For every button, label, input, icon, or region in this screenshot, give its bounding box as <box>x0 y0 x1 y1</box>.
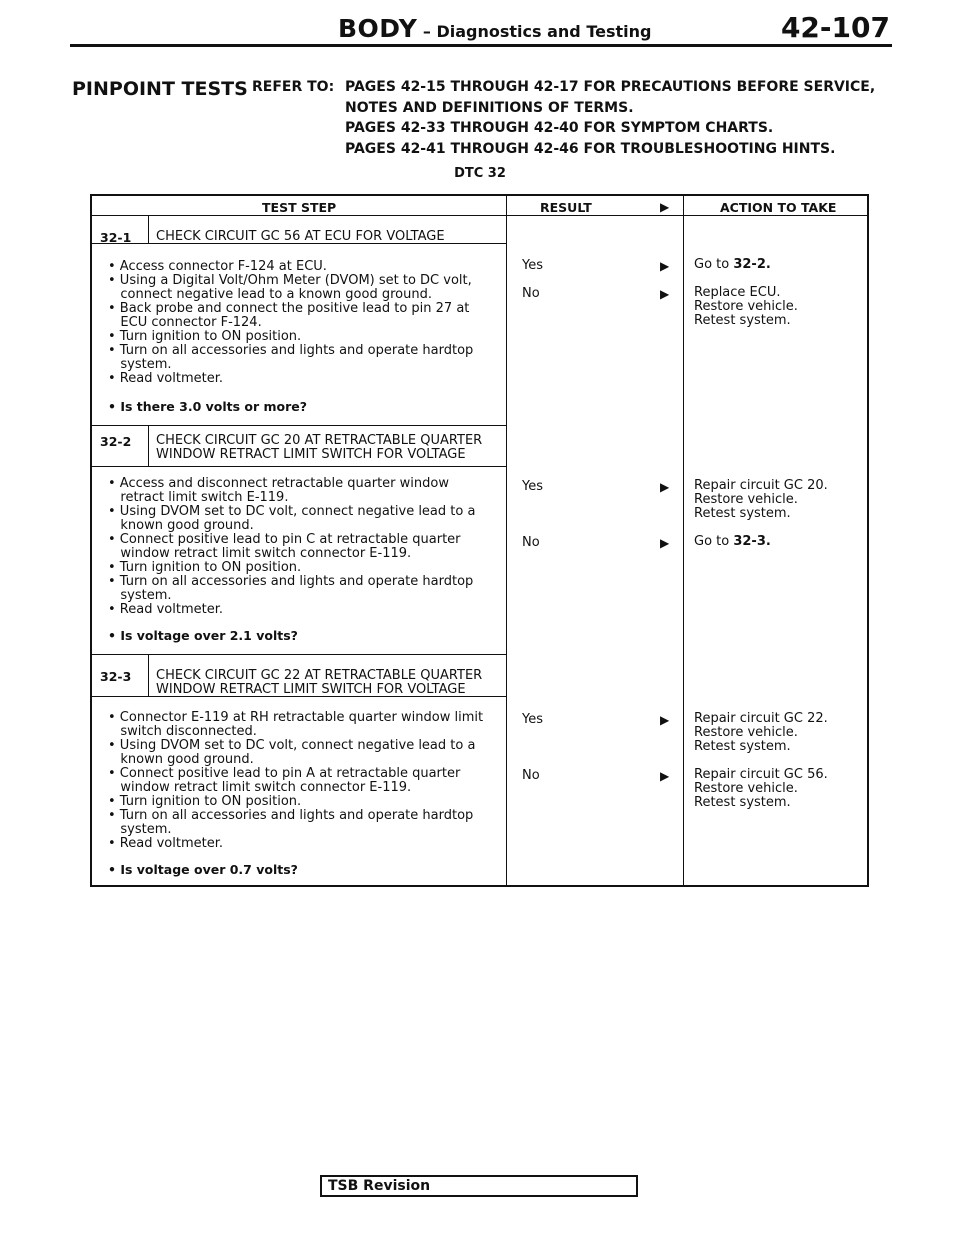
column-divider <box>683 196 684 885</box>
step-instructions: • Access connector F-124 at ECU. • Using a Digital Volt/Ohm Meter (DVOM) set to DC volt, connect negative lead to a known good ground. • Back probe and connect the positive lead to pin 27 at ECU connector F-124. • Turn ignition to ON position. • Turn on all accessories and lights and operate hardtop system. • Read voltmeter. <box>108 259 474 386</box>
reference-line: PAGES 42-41 THROUGH 42-46 FOR TROUBLESHOOTING HINTS. <box>345 140 836 157</box>
action-text: Replace ECU. Restore vehicle. Retest system. <box>694 285 798 328</box>
play-arrow-icon: ▶ <box>660 769 670 783</box>
step-divider <box>92 654 506 655</box>
step-number-divider <box>148 654 149 696</box>
step-number: 32-2 <box>100 434 132 449</box>
result-no: No <box>522 768 540 783</box>
result-yes: Yes <box>522 712 543 727</box>
play-arrow-icon: ▶ <box>660 713 670 727</box>
action-text: Repair circuit GC 22. Restore vehicle. Retest system. <box>694 711 828 754</box>
step-number: 32-3 <box>100 669 132 684</box>
step-title: CHECK CIRCUIT GC 56 AT ECU FOR VOLTAGE <box>156 229 445 244</box>
action-text: Go to 32-2. <box>694 257 771 272</box>
step-number-divider <box>148 216 149 243</box>
page-title <box>338 14 651 43</box>
dtc-label: DTC 32 <box>454 166 506 181</box>
action-text: Repair circuit GC 56. Restore vehicle. Retest system. <box>694 767 828 810</box>
page-number: 42-107 <box>780 11 890 44</box>
result-no: No <box>522 286 540 301</box>
page-header <box>70 8 890 44</box>
step-title: CHECK CIRCUIT GC 22 AT RETRACTABLE QUARTER WINDOW RETRACT LIMIT SWITCH FOR VOLTAGE <box>156 668 483 697</box>
step-question: • Is voltage over 2.1 volts? <box>108 628 298 643</box>
step-number-divider <box>148 425 149 466</box>
reference-list <box>345 77 875 159</box>
reference-line: PAGES 42-33 THROUGH 42-40 FOR SYMPTOM CHARTS. <box>345 120 774 136</box>
step-instructions: • Connector E-119 at RH retractable quarter window limit switch disconnected. • Using DVOM set to DC volt, connect negative lead to a known good ground. • Connect positive lead to pin A at retractable quarter window retract limit switch connector E-119. • Turn ignition to ON position. • Turn on all accessories and lights and operate hardtop system. • Read voltmeter. <box>108 710 484 851</box>
reference-line: NOTES AND DEFINITIONS OF TERMS. <box>345 99 634 116</box>
play-arrow-icon: ▶ <box>660 259 670 273</box>
action-text: Go to 32-3. <box>694 534 771 549</box>
play-arrow-icon: ▶ <box>660 287 670 301</box>
step-question: • Is voltage over 0.7 volts? <box>108 862 298 877</box>
step-instructions: • Access and disconnect retractable quarter window retract limit switch E-119. • Using DVOM set to DC volt, connect negative lead to a known good ground. • Connect positive lead to pin C at retractable quarter window retract limit switch connector E-119. • Turn ignition to ON position. • Turn on all accessories and lights and operate hardtop system. • Read voltmeter. <box>108 476 476 617</box>
reference-line: PAGES 42-15 THROUGH 42-17 FOR PRECAUTIONS BEFORE SERVICE, <box>345 79 876 95</box>
header-divider <box>92 215 867 216</box>
title-dash: – <box>417 22 437 41</box>
step-divider <box>92 425 506 426</box>
section-name: BODY <box>338 14 418 43</box>
step-title-divider <box>92 466 506 467</box>
header-rule <box>70 44 892 47</box>
play-arrow-icon: ▶ <box>660 536 670 550</box>
pinpoint-tests-title: PINPOINT TESTS <box>72 78 248 100</box>
step-question: • Is there 3.0 volts or more? <box>108 399 308 414</box>
column-divider <box>506 196 507 885</box>
result-yes: Yes <box>522 258 543 273</box>
play-arrow-icon: ▶ <box>660 480 670 494</box>
section-subtitle: Diagnostics and Testing <box>436 22 652 41</box>
header-action: ACTION TO TAKE <box>720 200 837 215</box>
refer-to-label: REFER TO: <box>252 79 335 95</box>
header-test-step: TEST STEP <box>262 200 337 215</box>
result-yes: Yes <box>522 479 543 494</box>
tsb-revision-box <box>320 1175 638 1197</box>
step-number: 32-1 <box>100 230 132 245</box>
play-arrow-icon: ▶ <box>660 200 670 214</box>
result-no: No <box>522 535 540 550</box>
tsb-revision-label: TSB Revision <box>328 1178 431 1194</box>
step-title: CHECK CIRCUIT GC 20 AT RETRACTABLE QUARTER WINDOW RETRACT LIMIT SWITCH FOR VOLTAGE <box>156 433 483 462</box>
pinpoint-test-table <box>90 194 869 887</box>
header-result: RESULT <box>540 200 592 215</box>
action-text: Repair circuit GC 20. Restore vehicle. Retest system. <box>694 478 828 521</box>
